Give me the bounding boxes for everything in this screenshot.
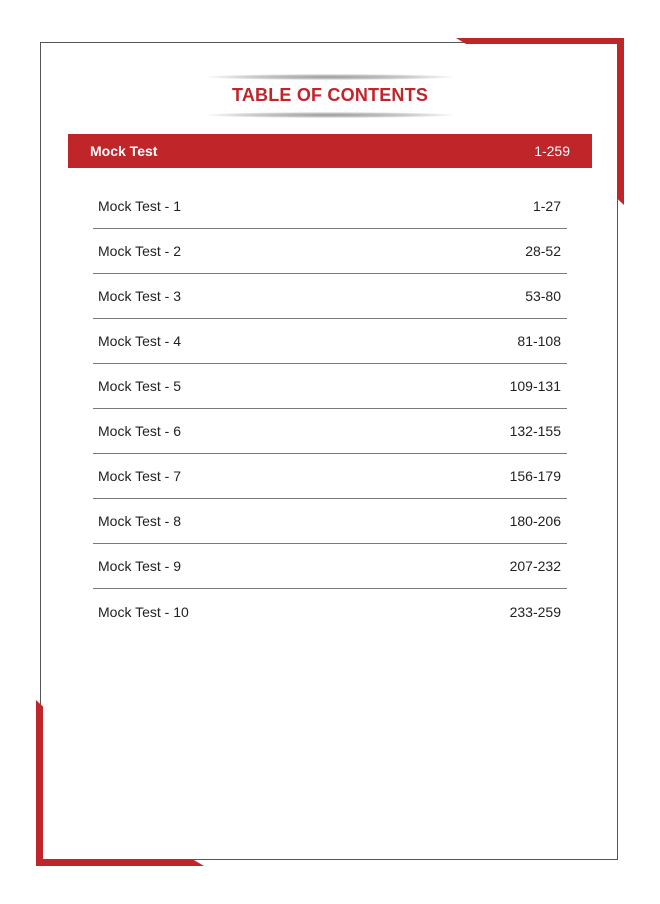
toc-entry-pages: 207-232 bbox=[509, 558, 561, 574]
toc-entry-pages: 132-155 bbox=[509, 423, 561, 439]
toc-entry-title: Mock Test - 6 bbox=[98, 423, 181, 439]
section-header[interactable] bbox=[68, 134, 592, 168]
toc-entry-title: Mock Test - 3 bbox=[98, 288, 181, 304]
corner-accent-top-right-vertical bbox=[617, 38, 624, 205]
toc-entry[interactable] bbox=[93, 184, 567, 229]
page-title-block bbox=[208, 74, 452, 118]
toc-entry[interactable] bbox=[93, 544, 567, 589]
toc-entry[interactable] bbox=[93, 364, 567, 409]
corner-accent-bottom-left-vertical bbox=[36, 700, 43, 866]
title-swoosh-bottom bbox=[208, 112, 452, 118]
toc-entry-pages: 1-27 bbox=[532, 198, 561, 214]
toc-entry[interactable] bbox=[93, 499, 567, 544]
toc-entry[interactable] bbox=[93, 454, 567, 499]
section-pages: 1-259 bbox=[534, 143, 570, 159]
toc-entry-title: Mock Test - 4 bbox=[98, 333, 181, 349]
toc-entry-pages: 109-131 bbox=[509, 378, 561, 394]
toc-entry[interactable] bbox=[93, 589, 567, 634]
title-swoosh-top bbox=[208, 74, 452, 80]
toc-entry-title: Mock Test - 5 bbox=[98, 378, 181, 394]
toc-entry-pages: 233-259 bbox=[509, 603, 561, 620]
toc-entry-title: Mock Test - 9 bbox=[98, 558, 181, 574]
toc-entry-pages: 81-108 bbox=[517, 333, 561, 349]
toc-entry-pages: 156-179 bbox=[509, 468, 561, 484]
toc-entry-title: Mock Test - 1 bbox=[98, 198, 181, 214]
toc-entry-pages: 53-80 bbox=[525, 288, 561, 304]
toc-entry-title: Mock Test - 7 bbox=[98, 468, 181, 484]
corner-accent-top-right-horizontal bbox=[456, 38, 624, 44]
toc-entry-title: Mock Test - 8 bbox=[98, 513, 181, 529]
section-title: Mock Test bbox=[90, 143, 158, 159]
toc-entry[interactable] bbox=[93, 274, 567, 319]
toc-entry-title: Mock Test - 10 bbox=[98, 603, 189, 620]
toc-entry[interactable] bbox=[93, 229, 567, 274]
toc-list bbox=[93, 184, 567, 634]
toc-entry-title: Mock Test - 2 bbox=[98, 243, 181, 259]
toc-entry[interactable] bbox=[93, 409, 567, 454]
toc-entry[interactable] bbox=[93, 319, 567, 364]
page-title: TABLE OF CONTENTS bbox=[231, 85, 429, 105]
corner-accent-bottom-left-horizontal bbox=[36, 860, 204, 866]
toc-entry-pages: 28-52 bbox=[525, 243, 561, 259]
toc-entry-pages: 180-206 bbox=[509, 513, 561, 529]
